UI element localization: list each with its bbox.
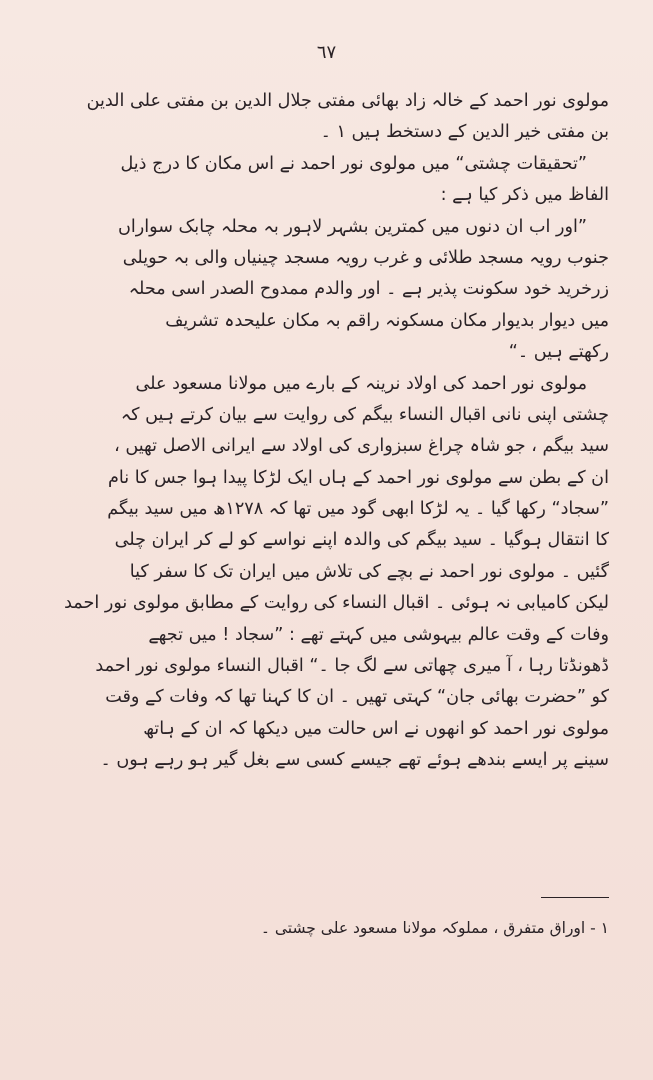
text-line: چشتی اپنی نانی اقبال النساء بیگم کی روایت سے بیان کرتے ہیں کہ — [120, 404, 609, 425]
quote-line: ”اور اب ان دنوں میں کمترین بشہر لاہور بہ محلہ چابک سواراں — [117, 216, 587, 237]
text-line: سینے پر ایسے بندھے ہوئے تھے جیسے کسی سے بغل گیر ہو رہے ہوں ۔ — [100, 750, 609, 771]
quote-line: رکھتے ہیں ۔“ — [508, 342, 609, 363]
text-line: ”تحقیقات چشتی“ میں مولوی نور احمد نے اس مکان کا درج ذیل — [120, 153, 587, 174]
text-line: مولوی نور احمد کو انھوں نے اس حالت میں دیکھا کہ ان کے ہاتھ — [143, 718, 609, 739]
text-line: بن مفتی خیر الدین کے دستخط ہیں ۱ ۔ — [320, 122, 609, 143]
footnote: ۱ - اوراق متفرق ، مملوکہ مولانا مسعود علی چشتی ۔ — [260, 919, 609, 937]
footnote-divider — [541, 897, 609, 898]
text-line: کا انتقال ہوگیا ۔ سید بیگم کی والدہ اپنے نواسے کو لے کر ایران چلی — [114, 530, 609, 551]
text-line: ان کے بطن سے مولوی نور احمد کے ہاں ایک لڑکا پیدا ہوا جس کا نام — [108, 467, 609, 488]
text-line: لیکن کامیابی نہ ہوئی ۔ اقبال النساء کی روایت کے مطابق مولوی نور احمد — [64, 593, 609, 614]
main-text — [44, 86, 609, 777]
text-line: سید بیگم ، جو شاہ چراغ سبزواری کی اولاد سے ایرانی الاصل تھیں ، — [114, 436, 609, 457]
text-line: ”سجاد“ رکھا گیا ۔ یہ لڑکا ابھی گود میں تھا کہ ۱۲۷۸ھ میں سید بیگم — [107, 499, 609, 520]
text-line: مولوی نور احمد کی اولاد نرینہ کے بارے میں مولانا مسعود علی — [135, 373, 587, 394]
text-line: وفات کے وقت عالم بیہوشی میں کہتے تھے : ”سجاد ! میں تجھے — [148, 624, 609, 645]
text-line: گئیں ۔ مولوی نور احمد نے بچے کی تلاش میں ایران تک کا سفر کیا — [129, 561, 609, 582]
quote-line: جنوب رویہ مسجد طلائی و غرب رویہ مسجد چینیاں والی بہ حویلی — [122, 247, 609, 268]
text-line: ڈھونڈتا رہا ، آ میری چھاتی سے لگ جا ۔“ اقبال النساء مولوی نور احمد — [95, 656, 609, 677]
text-line: مولوی نور احمد کے خالہ زاد بھائی مفتی جلال الدین بن مفتی علی الدین — [86, 91, 609, 111]
text-line: الفاظ میں ذکر کیا ہے : — [440, 185, 609, 206]
page-number: ٦٧ — [316, 42, 337, 63]
quote-line: میں دیوار بدیوار مکان مسکونہ راقم بہ مکان علیحدہ تشریف — [165, 310, 609, 331]
text-line: کو ”حضرت بھائی جان“ کہتی تھیں ۔ ان کا کہنا تھا کہ وفات کے وقت — [105, 687, 609, 708]
quote-line: زرخرید خود سکونت پذیر ہے ۔ اور والدم ممدوح الصدر اسی محلہ — [128, 279, 609, 300]
